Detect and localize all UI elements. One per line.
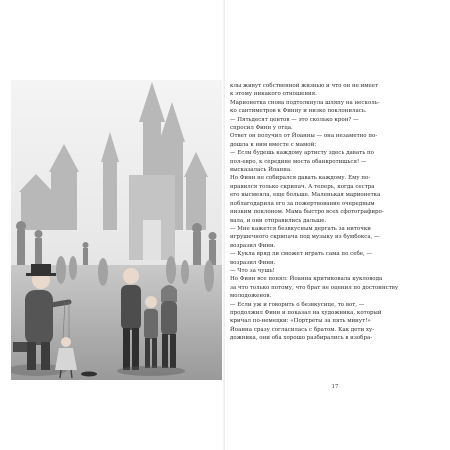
text-line: дошла к ним вместе с мамой: [230,141,317,148]
text-line: Ответ он получил от Йоанны — она незаметно по- [230,133,378,140]
text-line: его высмеяла, еще больше. Маленькая марионетка [230,192,381,199]
text-line: Но Финн все понял: Йоанна критиковала кукловода [230,276,383,283]
text-line: поблагодарила его за пожертвование очередным [230,200,375,207]
text-line: кричал по-немецки: «Портреты за пять минут!» [230,318,371,325]
text-line: спросил Финн у отца. [230,125,293,132]
text-line: клы живут собственной жизнью и что он не имеет [230,83,379,89]
text-line: возразил Финн. [230,242,276,249]
bridge-gate [129,175,175,260]
text-line: пол-евро, к середине моста обанкротишься! — [230,158,367,165]
text-line: молодоженов. [230,293,272,300]
text-line: нравился только скрипач. А теперь, когда сестра [230,183,375,190]
text-line: игрушечного скрипача под музыку из бумбокса, — [230,234,380,241]
text-line: за что только потому, что брат не оценил по достоинству [230,284,399,291]
text-line: дожника, они оба хорошо разбирались в изобра- [230,335,373,342]
text-line: высказалась Йоанна. [230,167,292,174]
text-line: — Что за чушь! [230,267,275,274]
boombox [13,342,27,352]
bridge-illustration [11,80,223,380]
story-text [230,82,435,343]
text-line: к этому никакого отношения. [230,91,317,98]
text-line: возразил Финн. [230,259,276,266]
text-line: продолжил Финн и показал на художника, который [230,309,382,316]
text-line: — Если будешь каждому артисту здесь давать по [230,150,374,157]
hat-on-ground [81,372,97,377]
text-line: Но Финн не собирался давать каждому. Ему по- [230,175,371,182]
text-line: Йоанна сразу согласилась с братом. Как дети ху- [230,326,375,333]
text-line: низким поклоном. Мама быстро всех сфотографиро- [230,209,384,216]
text-line: — Если уж и говорить о безвкусице, то вот, — [230,301,365,308]
text-line: — Пятьдесят центов — это сколько крон? — [230,116,359,123]
text-line: Марионетка снова подтолкнула шляпу на несколь- [230,99,380,106]
text-line: — Кукла вряд ли сможет играть сама по себе, — [230,251,373,258]
text-line: — Мне кажется безвкусным дергать за ниточки [230,225,371,232]
text-line: ко сантиметров к Финну и низко поклонилась. [230,108,367,115]
page-number: 17 [331,384,339,390]
text-line: вала, и они отправились дальше. [230,217,327,224]
